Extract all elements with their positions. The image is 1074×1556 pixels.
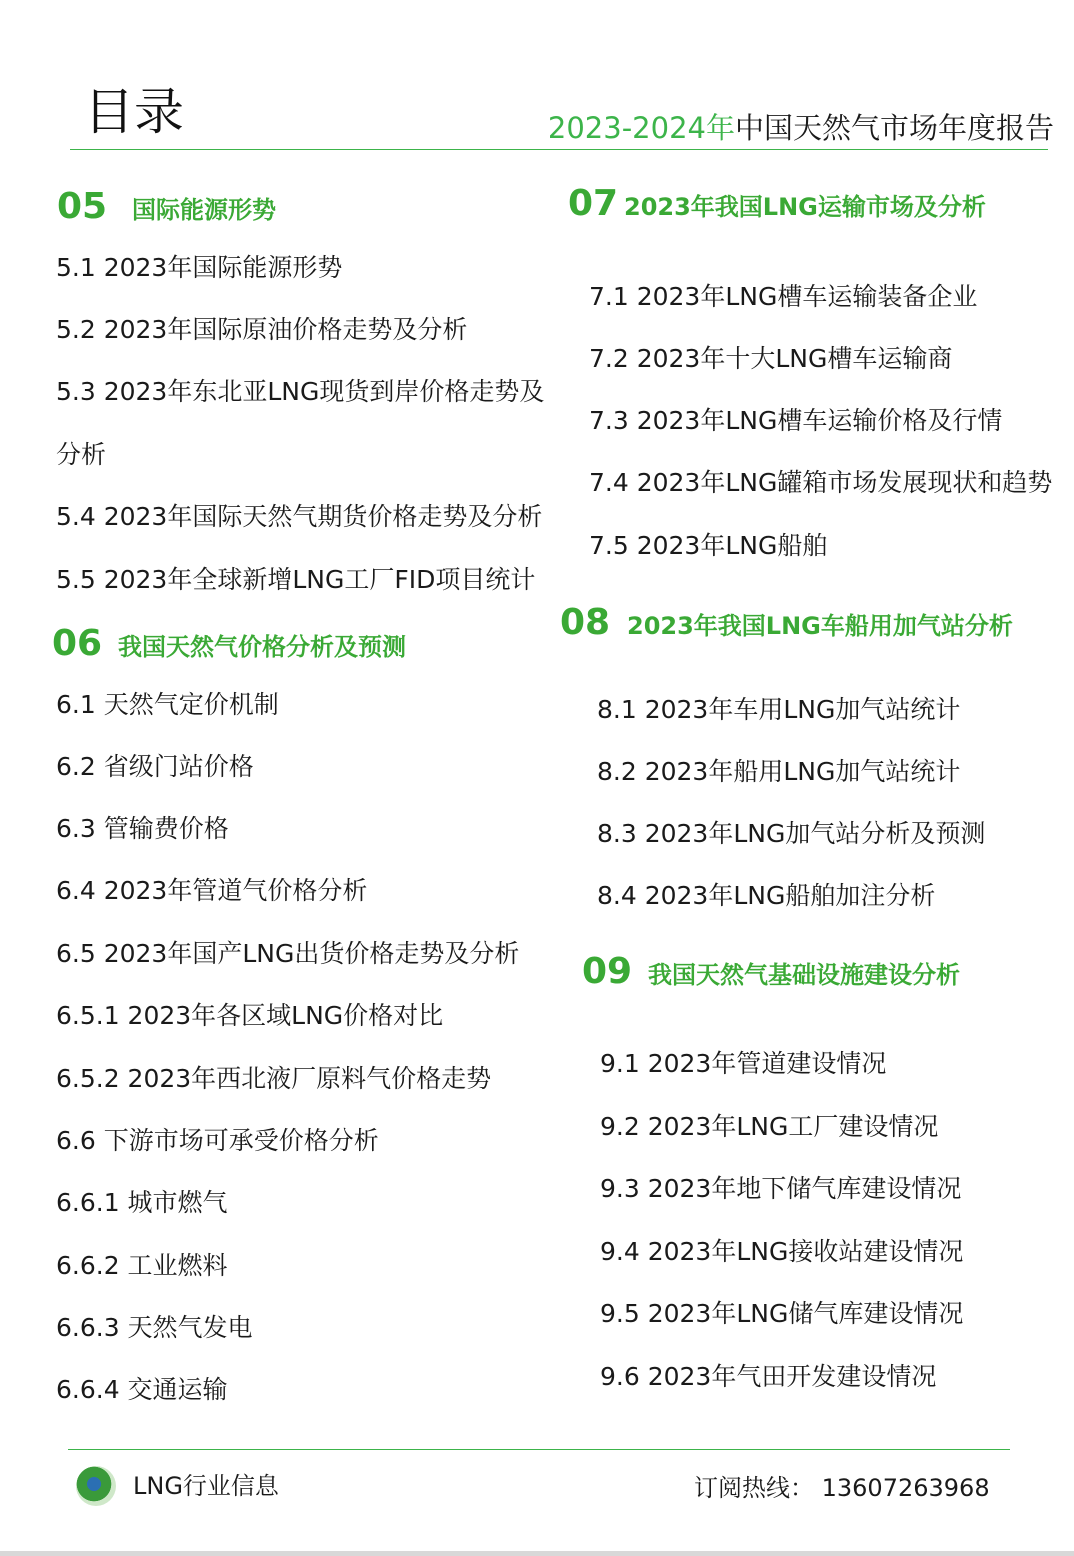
section-08-title: 2023年我国LNG车船用加气站分析 [627,612,1013,640]
footer-brand: LNG行业信息 [133,1472,279,1500]
toc-item-5-2[interactable]: 5.2 2023年国际原油价格走势及分析 [56,315,468,344]
toc-title: 目录 [84,83,184,141]
toc-item-6-5[interactable]: 6.5 2023年国产LNG出货价格走势及分析 [56,939,520,968]
toc-item-6-1[interactable]: 6.1 天然气定价机制 [56,690,279,719]
toc-item-5-4[interactable]: 5.4 2023年国际天然气期货价格走势及分析 [56,502,543,531]
toc-item-7-1[interactable]: 7.1 2023年LNG槽车运输装备企业 [589,282,978,311]
toc-item-8-3[interactable]: 8.3 2023年LNG加气站分析及预测 [597,819,986,848]
toc-item-6-6-4[interactable]: 6.6.4 交通运输 [56,1375,228,1404]
section-07-number: 07 [568,183,619,224]
page-bottom-edge [0,1551,1074,1556]
section-05-title: 国际能源形势 [132,196,276,224]
toc-item-5-3-cont[interactable]: 分析 [56,440,107,469]
toc-item-5-5[interactable]: 5.5 2023年全球新增LNG工厂FID项目统计 [56,565,536,594]
toc-item-6-6-3[interactable]: 6.6.3 天然气发电 [56,1313,253,1342]
section-07-title: 2023年我国LNG运输市场及分析 [624,193,986,221]
toc-item-6-6[interactable]: 6.6 下游市场可承受价格分析 [56,1126,379,1155]
toc-item-9-2[interactable]: 9.2 2023年LNG工厂建设情况 [600,1112,939,1141]
toc-item-9-1[interactable]: 9.1 2023年管道建设情况 [600,1049,887,1078]
toc-item-9-6[interactable]: 9.6 2023年气田开发建设情况 [600,1362,937,1391]
report-title [548,110,1054,146]
footer-hotline: 订阅热线： 13607263968 [694,1474,990,1502]
toc-item-8-2[interactable]: 8.2 2023年船用LNG加气站统计 [597,757,961,786]
toc-item-7-4[interactable]: 7.4 2023年LNG罐箱市场发展现状和趋势 [589,468,1053,497]
section-05-number: 05 [57,186,108,227]
toc-item-6-6-2[interactable]: 6.6.2 工业燃料 [56,1251,228,1280]
toc-item-7-3[interactable]: 7.3 2023年LNG槽车运输价格及行情 [589,406,1003,435]
toc-item-6-5-2[interactable]: 6.5.2 2023年西北液厂原料气价格走势 [56,1064,492,1093]
toc-item-6-6-1[interactable]: 6.6.1 城市燃气 [56,1188,228,1217]
header-divider [70,149,1048,150]
toc-item-9-3[interactable]: 9.3 2023年地下储气库建设情况 [600,1174,962,1203]
section-09-title: 我国天然气基础设施建设分析 [648,961,960,989]
section-06-title: 我国天然气价格分析及预测 [118,633,406,661]
footer-divider [68,1449,1010,1450]
brand-logo-icon [76,1466,116,1506]
toc-item-6-2[interactable]: 6.2 省级门站价格 [56,752,254,781]
section-08-number: 08 [560,602,611,643]
section-09-number: 09 [582,951,633,992]
toc-item-8-4[interactable]: 8.4 2023年LNG船舶加注分析 [597,881,936,910]
toc-item-8-1[interactable]: 8.1 2023年车用LNG加气站统计 [597,695,961,724]
toc-item-9-4[interactable]: 9.4 2023年LNG接收站建设情况 [600,1237,964,1266]
toc-item-6-5-1[interactable]: 6.5.1 2023年各区域LNG价格对比 [56,1001,444,1030]
report-name: 中国天然气市场年度报告 [734,111,1054,145]
toc-item-9-5[interactable]: 9.5 2023年LNG储气库建设情况 [600,1299,964,1328]
toc-item-6-3[interactable]: 6.3 管输费价格 [56,814,229,843]
toc-item-7-2[interactable]: 7.2 2023年十大LNG槽车运输商 [589,344,953,373]
toc-item-5-1[interactable]: 5.1 2023年国际能源形势 [56,253,343,282]
toc-item-5-3[interactable]: 5.3 2023年东北亚LNG现货到岸价格走势及 [56,377,545,406]
section-06-number: 06 [52,623,103,664]
report-year: 2023-2024年 [547,111,735,145]
toc-item-7-5[interactable]: 7.5 2023年LNG船舶 [589,531,828,560]
toc-item-6-4[interactable]: 6.4 2023年管道气价格分析 [56,876,368,905]
